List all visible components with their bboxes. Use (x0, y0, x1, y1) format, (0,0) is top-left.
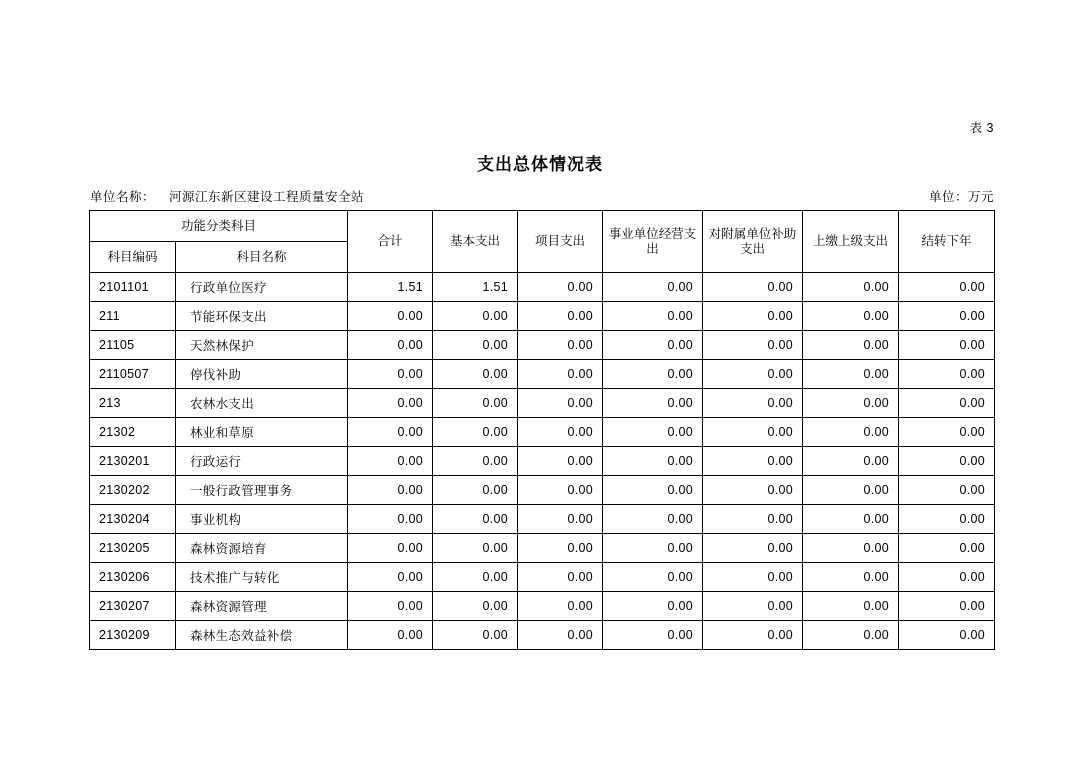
header-upper-level-expenditure: 上缴上级支出 (803, 211, 899, 273)
cell-carryover-next-year: 0.00 (899, 302, 995, 331)
cell-upper-level-expenditure: 0.00 (803, 447, 899, 476)
cell-upper-level-expenditure: 0.00 (803, 621, 899, 650)
cell-subject-code: 2130205 (90, 534, 176, 563)
cell-operating-expenditure: 0.00 (603, 331, 703, 360)
cell-project-expenditure: 0.00 (518, 476, 603, 505)
cell-carryover-next-year: 0.00 (899, 331, 995, 360)
cell-project-expenditure: 0.00 (518, 447, 603, 476)
cell-operating-expenditure: 0.00 (603, 592, 703, 621)
cell-carryover-next-year: 0.00 (899, 360, 995, 389)
cell-subject-code: 21105 (90, 331, 176, 360)
document-meta (90, 187, 994, 205)
cell-project-expenditure: 0.00 (518, 360, 603, 389)
cell-subject-name: 天然林保护 (176, 331, 348, 360)
cell-basic-expenditure: 0.00 (433, 621, 518, 650)
cell-total: 0.00 (348, 621, 433, 650)
cell-project-expenditure: 0.00 (518, 534, 603, 563)
cell-operating-expenditure: 0.00 (603, 505, 703, 534)
cell-subject-code: 2110507 (90, 360, 176, 389)
cell-total: 0.00 (348, 505, 433, 534)
cell-subsidy-expenditure: 0.00 (703, 418, 803, 447)
header-project-expenditure: 项目支出 (518, 211, 603, 273)
cell-basic-expenditure: 0.00 (433, 534, 518, 563)
cell-upper-level-expenditure: 0.00 (803, 592, 899, 621)
cell-upper-level-expenditure: 0.00 (803, 418, 899, 447)
cell-carryover-next-year: 0.00 (899, 563, 995, 592)
sheet-number: 表 3 (969, 121, 994, 135)
header-basic-expenditure: 基本支出 (433, 211, 518, 273)
cell-basic-expenditure: 0.00 (433, 476, 518, 505)
header-operating-expenditure: 事业单位经营支出 (603, 211, 703, 273)
cell-basic-expenditure: 0.00 (433, 360, 518, 389)
cell-project-expenditure: 0.00 (518, 621, 603, 650)
cell-total: 0.00 (348, 447, 433, 476)
header-group-function-category: 功能分类科目 (90, 211, 348, 242)
cell-total: 0.00 (348, 302, 433, 331)
cell-subject-name: 节能环保支出 (176, 302, 348, 331)
cell-subsidy-expenditure: 0.00 (703, 621, 803, 650)
table-row (90, 360, 995, 389)
cell-project-expenditure: 0.00 (518, 592, 603, 621)
cell-subsidy-expenditure: 0.00 (703, 273, 803, 302)
cell-subject-name: 林业和草原 (176, 418, 348, 447)
cell-total: 0.00 (348, 592, 433, 621)
cell-basic-expenditure: 1.51 (433, 273, 518, 302)
cell-total: 0.00 (348, 331, 433, 360)
table-row (90, 592, 995, 621)
cell-operating-expenditure: 0.00 (603, 534, 703, 563)
cell-subject-name: 森林资源培育 (176, 534, 348, 563)
cell-carryover-next-year: 0.00 (899, 476, 995, 505)
unit-name-group (90, 187, 364, 205)
cell-subject-code: 2101101 (90, 273, 176, 302)
page-title: 支出总体情况表 (477, 155, 603, 174)
cell-total: 0.00 (348, 476, 433, 505)
cell-subject-name: 森林资源管理 (176, 592, 348, 621)
cell-basic-expenditure: 0.00 (433, 447, 518, 476)
cell-upper-level-expenditure: 0.00 (803, 476, 899, 505)
cell-upper-level-expenditure: 0.00 (803, 302, 899, 331)
cell-upper-level-expenditure: 0.00 (803, 505, 899, 534)
cell-subject-name: 一般行政管理事务 (176, 476, 348, 505)
cell-total: 1.51 (348, 273, 433, 302)
cell-subsidy-expenditure: 0.00 (703, 389, 803, 418)
cell-subject-name: 森林生态效益补偿 (176, 621, 348, 650)
cell-project-expenditure: 0.00 (518, 331, 603, 360)
amount-unit-label: 单位：万元 (928, 190, 994, 204)
table-row (90, 302, 995, 331)
cell-subject-name: 技术推广与转化 (176, 563, 348, 592)
cell-subsidy-expenditure: 0.00 (703, 331, 803, 360)
cell-operating-expenditure: 0.00 (603, 447, 703, 476)
cell-carryover-next-year: 0.00 (899, 418, 995, 447)
cell-subject-code: 2130206 (90, 563, 176, 592)
cell-carryover-next-year: 0.00 (899, 273, 995, 302)
cell-project-expenditure: 0.00 (518, 302, 603, 331)
table-row (90, 621, 995, 650)
cell-total: 0.00 (348, 389, 433, 418)
cell-operating-expenditure: 0.00 (603, 476, 703, 505)
cell-carryover-next-year: 0.00 (899, 505, 995, 534)
header-subject-name: 科目名称 (176, 242, 348, 273)
cell-subsidy-expenditure: 0.00 (703, 302, 803, 331)
header-total: 合计 (348, 211, 433, 273)
unit-name-value: 河源江东新区建设工程质量安全站 (169, 190, 365, 204)
table-body (90, 273, 995, 650)
table-row (90, 563, 995, 592)
table-row (90, 331, 995, 360)
cell-subject-code: 21302 (90, 418, 176, 447)
cell-basic-expenditure: 0.00 (433, 563, 518, 592)
table-row (90, 447, 995, 476)
cell-subsidy-expenditure: 0.00 (703, 447, 803, 476)
cell-carryover-next-year: 0.00 (899, 447, 995, 476)
table-row (90, 273, 995, 302)
cell-upper-level-expenditure: 0.00 (803, 534, 899, 563)
cell-project-expenditure: 0.00 (518, 563, 603, 592)
cell-total: 0.00 (348, 534, 433, 563)
cell-subject-name: 停伐补助 (176, 360, 348, 389)
cell-basic-expenditure: 0.00 (433, 302, 518, 331)
cell-project-expenditure: 0.00 (518, 418, 603, 447)
cell-project-expenditure: 0.00 (518, 389, 603, 418)
cell-subject-name: 行政运行 (176, 447, 348, 476)
cell-subject-code: 213 (90, 389, 176, 418)
cell-operating-expenditure: 0.00 (603, 389, 703, 418)
cell-carryover-next-year: 0.00 (899, 389, 995, 418)
cell-subsidy-expenditure: 0.00 (703, 505, 803, 534)
cell-subject-code: 2130204 (90, 505, 176, 534)
cell-carryover-next-year: 0.00 (899, 534, 995, 563)
cell-subsidy-expenditure: 0.00 (703, 592, 803, 621)
unit-name-label: 单位名称： (90, 190, 156, 204)
cell-subsidy-expenditure: 0.00 (703, 476, 803, 505)
cell-total: 0.00 (348, 360, 433, 389)
cell-operating-expenditure: 0.00 (603, 418, 703, 447)
table-row (90, 389, 995, 418)
cell-operating-expenditure: 0.00 (603, 360, 703, 389)
cell-upper-level-expenditure: 0.00 (803, 389, 899, 418)
cell-project-expenditure: 0.00 (518, 273, 603, 302)
cell-upper-level-expenditure: 0.00 (803, 331, 899, 360)
table-row (90, 505, 995, 534)
cell-subject-name: 事业机构 (176, 505, 348, 534)
cell-subject-name: 农林水支出 (176, 389, 348, 418)
cell-basic-expenditure: 0.00 (433, 592, 518, 621)
cell-total: 0.00 (348, 418, 433, 447)
cell-basic-expenditure: 0.00 (433, 418, 518, 447)
cell-subject-code: 2130207 (90, 592, 176, 621)
cell-operating-expenditure: 0.00 (603, 302, 703, 331)
header-carryover-next-year: 结转下年 (899, 211, 995, 273)
table-header-row-1 (90, 211, 995, 242)
cell-carryover-next-year: 0.00 (899, 621, 995, 650)
cell-subsidy-expenditure: 0.00 (703, 534, 803, 563)
cell-basic-expenditure: 0.00 (433, 505, 518, 534)
cell-project-expenditure: 0.00 (518, 505, 603, 534)
cell-upper-level-expenditure: 0.00 (803, 360, 899, 389)
header-subsidy-expenditure: 对附属单位补助支出 (703, 211, 803, 273)
cell-operating-expenditure: 0.00 (603, 621, 703, 650)
table-row (90, 476, 995, 505)
cell-subsidy-expenditure: 0.00 (703, 563, 803, 592)
cell-subject-code: 2130209 (90, 621, 176, 650)
cell-basic-expenditure: 0.00 (433, 331, 518, 360)
header-subject-code: 科目编码 (90, 242, 176, 273)
cell-upper-level-expenditure: 0.00 (803, 563, 899, 592)
table-row (90, 418, 995, 447)
table-row (90, 534, 995, 563)
cell-carryover-next-year: 0.00 (899, 592, 995, 621)
cell-basic-expenditure: 0.00 (433, 389, 518, 418)
cell-operating-expenditure: 0.00 (603, 273, 703, 302)
cell-subsidy-expenditure: 0.00 (703, 360, 803, 389)
cell-subject-code: 2130201 (90, 447, 176, 476)
cell-subject-code: 211 (90, 302, 176, 331)
cell-subject-code: 2130202 (90, 476, 176, 505)
cell-subject-name: 行政单位医疗 (176, 273, 348, 302)
cell-operating-expenditure: 0.00 (603, 563, 703, 592)
expenditure-table (89, 210, 995, 650)
cell-upper-level-expenditure: 0.00 (803, 273, 899, 302)
cell-total: 0.00 (348, 563, 433, 592)
